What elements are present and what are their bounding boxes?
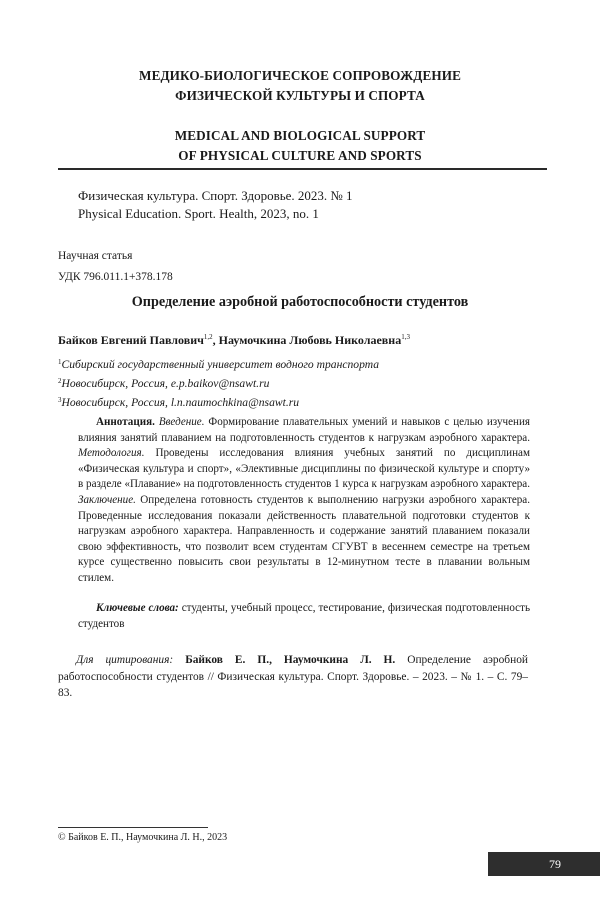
citation-paragraph — [58, 652, 528, 702]
journal-citation-ru: Физическая культура. Спорт. Здоровье. 2023. № 1 — [78, 188, 353, 203]
keywords-label: Ключевые слова: — [96, 602, 179, 614]
affiliation-text: Сибирский государственный университет водного транспорта — [61, 358, 380, 371]
affiliation-item — [58, 354, 379, 373]
abstract-intro-text: Формирование плавательных умений и навыков с целью изучения влияния занятий плаванием на подготовленность студентов к нагрузкам аэробного характера. — [78, 416, 530, 444]
authors-line — [58, 333, 410, 348]
section-heading-en-line2: OF PHYSICAL CULTURE AND SPORTS — [178, 148, 422, 163]
affiliation-sup: 3 — [58, 396, 62, 404]
page-number: 79 — [549, 857, 561, 871]
abstract-method-text: Проведены исследования влияния учебных занятий по дисциплинам «Физическая культура и спорт», «Элективные дисциплины по физической культуре и спорту» в разделе «Плавание» на подготовленность студентов 1 курса к нагрузкам аэробного характера. — [78, 447, 530, 491]
affiliation-item — [58, 373, 379, 392]
article-title: Определение аэробной работоспособности студентов — [131, 294, 469, 310]
affiliation-item — [58, 392, 379, 411]
citation-authors: Байков Е. П., Наумочкина Л. Н. — [185, 654, 396, 666]
keywords-paragraph — [78, 601, 530, 632]
abstract-label: Аннотация. — [96, 416, 155, 428]
section-heading-ru — [0, 66, 600, 106]
article-type: Научная статья — [58, 250, 133, 262]
udk-code: УДК 796.011.1+378.178 — [58, 271, 173, 283]
abstract-paragraph — [78, 415, 530, 587]
authors-separator: , — [212, 333, 219, 347]
keywords-text: студенты, учебный процесс, тестирование, физическая подготовленность студентов — [78, 602, 530, 630]
section-heading-ru-line2: ФИЗИЧЕСКОЙ КУЛЬТУРЫ И СПОРТА — [175, 88, 425, 103]
author-affiliation-sup: 1,2 — [203, 333, 213, 341]
citation-text: Определение аэробной работоспособности студентов // Физическая культура. Спорт. Здоровье. – 2023. – № 1. – С. 79–83. — [58, 654, 528, 699]
abstract-conclusion-text: Определена готовность студентов к выполнению нагрузки аэробного характера. Проведенные исследования показали действенность плавательной подготовки студентов к нагрузкам аэробного характера. Направленность и содержание занятий плаванием показали свою эффективность, что позволит всем студентам СГУВТ в весеннем семестре на третьем курсе существенно повысить свои результаты в 12-минутном тесте в плавании вольным стилем. — [78, 493, 530, 584]
copyright-notice: © Байков Е. П., Наумочкина Л. Н., 2023 — [58, 832, 228, 843]
section-heading-en — [0, 126, 600, 166]
abstract-method-label: Методология. — [78, 447, 145, 460]
affiliation-sup: 1 — [58, 358, 62, 366]
citation-label: Для цитирования: — [76, 654, 174, 666]
author-affiliation-sup: 1,3 — [401, 333, 410, 341]
section-heading-ru-line1: МЕДИКО-БИОЛОГИЧЕСКОЕ СОПРОВОЖДЕНИЕ — [139, 68, 461, 83]
affiliations — [58, 354, 379, 411]
footnote-divider — [58, 827, 208, 828]
affiliation-text: Новосибирск, Россия, e.p.baikov@nsawt.ru — [61, 377, 270, 390]
abstract-conclusion-label: Заключение. — [78, 493, 136, 506]
header-divider — [58, 168, 547, 170]
author-name: Наумочкина Любовь Николаевна — [218, 333, 402, 347]
section-heading-en-line1: MEDICAL AND BIOLOGICAL SUPPORT — [174, 128, 426, 143]
author-name: Байков Евгений Павлович — [58, 333, 204, 347]
affiliation-text: Новосибирск, Россия, l.n.naumochkina@nsawt.ru — [61, 396, 300, 409]
abstract-intro-label: Введение. — [158, 416, 205, 428]
journal-citation-en: Physical Education. Sport. Health, 2023, no. 1 — [78, 206, 319, 221]
affiliation-sup: 2 — [58, 377, 62, 385]
